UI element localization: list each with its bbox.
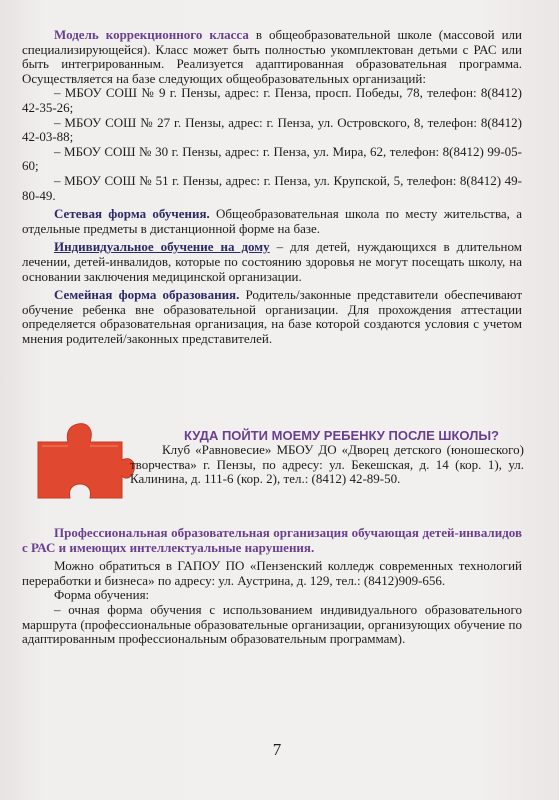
prof-title-text: Профессиональная образовательная организация обучающая детей-инвалидов с РАС и имеющих интеллектуальные нарушения. xyxy=(22,525,522,555)
model-text: в общеобразовательной школе (массовой или специализирующейся). Класс может быть полностью укомплектован детьми с РАС или быть интегрированным. Реализуется адаптированная образовательная программа. Осуществляется на базе следующих общеобразовательных организаций: xyxy=(22,27,522,86)
prof-title xyxy=(22,526,522,555)
school-item: – МБОУ СОШ № 9 г. Пензы, адрес: г. Пенза, просп. Победы, 78, телефон: 8(8412) 42-35-26; xyxy=(22,85,522,115)
main-column xyxy=(22,28,522,346)
family-title: Семейная форма образования. xyxy=(54,287,240,303)
family-paragraph xyxy=(22,288,522,346)
page-number: 7 xyxy=(272,740,282,759)
model-title: Модель коррекционного класса xyxy=(54,27,249,42)
network-paragraph xyxy=(22,207,522,236)
model-paragraph xyxy=(22,28,522,86)
club-paragraph: Клуб «Равновесие» МБОУ ДО «Дворец детского (юношеского) творчества» г. Пензы, по адресу: ул. Бекешская, д. 14 (кор. 1), ул. Калинина, д. 111-6 (кор. 2), тел.: (8412) 42-89-50. xyxy=(130,442,524,487)
prof-contact: Можно обратиться в ГАПОУ ПО «Пензенский колледж современных технологий переработки и бизнеса» по адресу: ул. Аустрина, д. 129, тел.: (8412)909-656. xyxy=(22,558,522,588)
school-item: – МБОУ СОШ № 27 г. Пензы, адрес: г. Пенза, ул. Островского, 8, телефон: 8(8412) 42-03-88; xyxy=(22,114,522,145)
puzzle-piece-icon xyxy=(30,420,136,505)
school-item: – МБОУ СОШ № 30 г. Пензы, адрес: г. Пенза, ул. Мира, 62, телефон: 8(8412) 99-05-60; xyxy=(22,143,522,174)
school-item: – МБОУ СОШ № 51 г. Пензы, адрес: г. Пенза, ул. Крупской, 5, телефон: 8(8412) 49-80-49. xyxy=(22,172,522,203)
individual-text: – для детей, нуждающихся в длительном лечении, детей-инвалидов, которые по состоянию здоровья не могут посещать школу, на основании заключения медицинской организации. xyxy=(22,239,522,284)
individual-title: Индивидуальное обучение на дому xyxy=(54,239,270,255)
form-label: Форма обучения: xyxy=(54,587,150,603)
network-text: Общеобразовательная школа по месту жительства, а отдельные предметы в дистанционной форме на базе. xyxy=(22,206,522,236)
individual-paragraph xyxy=(22,240,522,284)
form-text: – очная форма обучения с использованием индивидуального образовательного маршрута (профессиональные образовательные организации, организующих обучение по адаптированным профессиональным образовательным программам). xyxy=(22,601,522,647)
prof-section xyxy=(22,526,522,647)
where-heading: КУДА ПОЙТИ МОЕМУ РЕБЕНКУ ПОСЛЕ ШКОЛЫ? xyxy=(184,428,499,443)
family-text: Родитель/законные представители обеспечивают обучение ребенка вне образовательной организации. Для прохождения аттестации определяется образовательная организация, на базе которой создаются условия с учетом мнения родителей/законных представителей. xyxy=(22,287,523,346)
network-title: Сетевая форма обучения. xyxy=(54,206,210,222)
